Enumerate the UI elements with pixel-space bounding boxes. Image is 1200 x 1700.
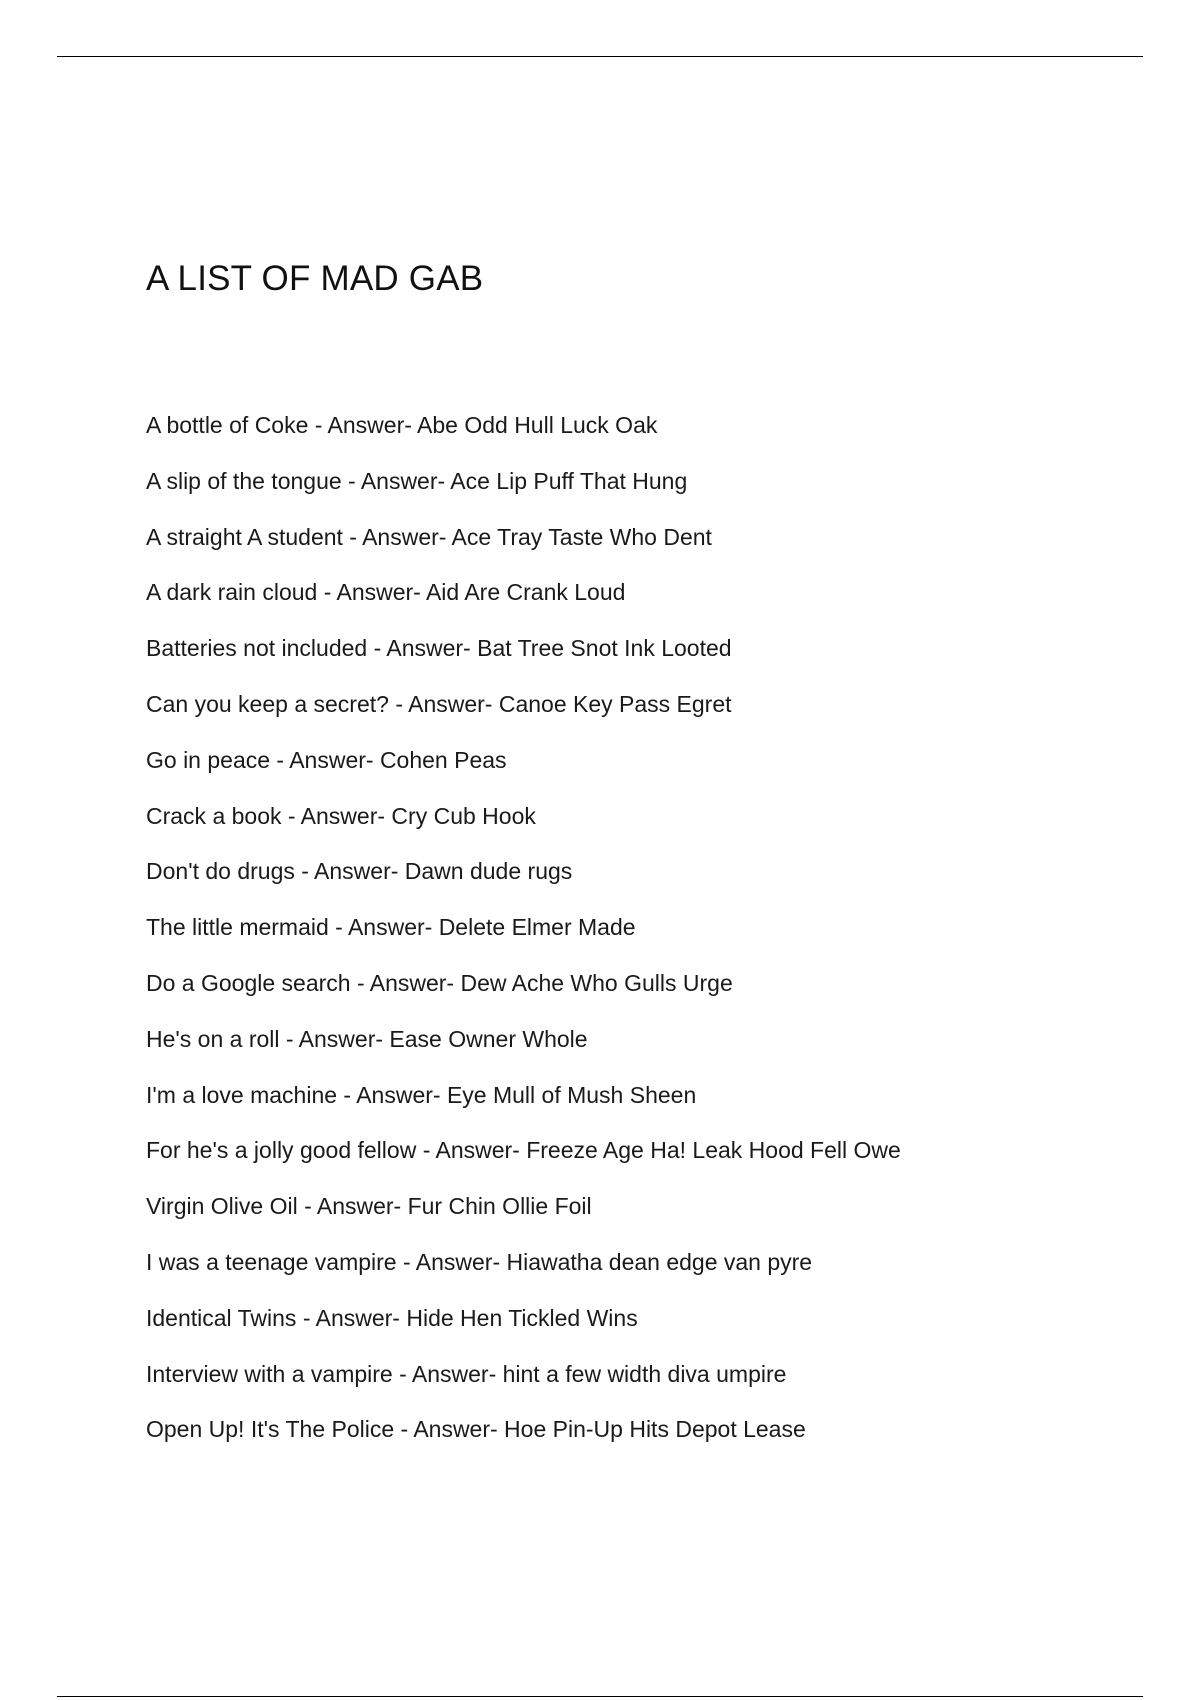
list-item: Open Up! It's The Police - Answer- Hoe Pin-Up Hits Depot Lease bbox=[146, 1416, 806, 1443]
list-item: Can you keep a secret? - Answer- Canoe Key Pass Egret bbox=[146, 690, 732, 717]
list-item: A bottle of Coke - Answer- Abe Odd Hull Luck Oak bbox=[146, 412, 658, 438]
mad-gab-list bbox=[146, 410, 901, 1470]
list-item: Crack a book - Answer- Cry Cub Hook bbox=[146, 802, 536, 829]
list-item: Interview with a vampire - Answer- hint a few width diva umpire bbox=[146, 1360, 787, 1387]
bottom-divider bbox=[57, 1696, 1143, 1697]
list-item: Don't do drugs - Answer- Dawn dude rugs bbox=[146, 858, 573, 885]
list-item: Virgin Olive Oil - Answer- Fur Chin Ollie Foil bbox=[146, 1193, 592, 1220]
list-item: Batteries not included - Answer- Bat Tree Snot Ink Looted bbox=[146, 635, 732, 662]
list-item: A dark rain cloud - Answer- Aid Are Crank Loud bbox=[146, 579, 626, 606]
list-item: Go in peace - Answer- Cohen Peas bbox=[146, 746, 507, 773]
list-item: He's on a roll - Answer- Ease Owner Whole bbox=[146, 1025, 588, 1052]
list-item: The little mermaid - Answer- Delete Elmer Made bbox=[146, 914, 636, 941]
list-item: For he's a jolly good fellow - Answer- Freeze Age Ha! Leak Hood Fell Owe bbox=[146, 1137, 901, 1164]
document-title: A LIST OF MAD GAB bbox=[146, 259, 484, 298]
top-divider bbox=[57, 56, 1143, 57]
list-item: Identical Twins - Answer- Hide Hen Tickled Wins bbox=[146, 1304, 638, 1331]
list-item: I was a teenage vampire - Answer- Hiawatha dean edge van pyre bbox=[146, 1248, 813, 1275]
list-item: I'm a love machine - Answer- Eye Mull of Mush Sheen bbox=[146, 1081, 697, 1108]
list-item: Do a Google search - Answer- Dew Ache Who Gulls Urge bbox=[146, 969, 733, 996]
list-item: A straight A student - Answer- Ace Tray Taste Who Dent bbox=[146, 523, 712, 550]
list-item: A slip of the tongue - Answer- Ace Lip Puff That Hung bbox=[146, 467, 688, 494]
